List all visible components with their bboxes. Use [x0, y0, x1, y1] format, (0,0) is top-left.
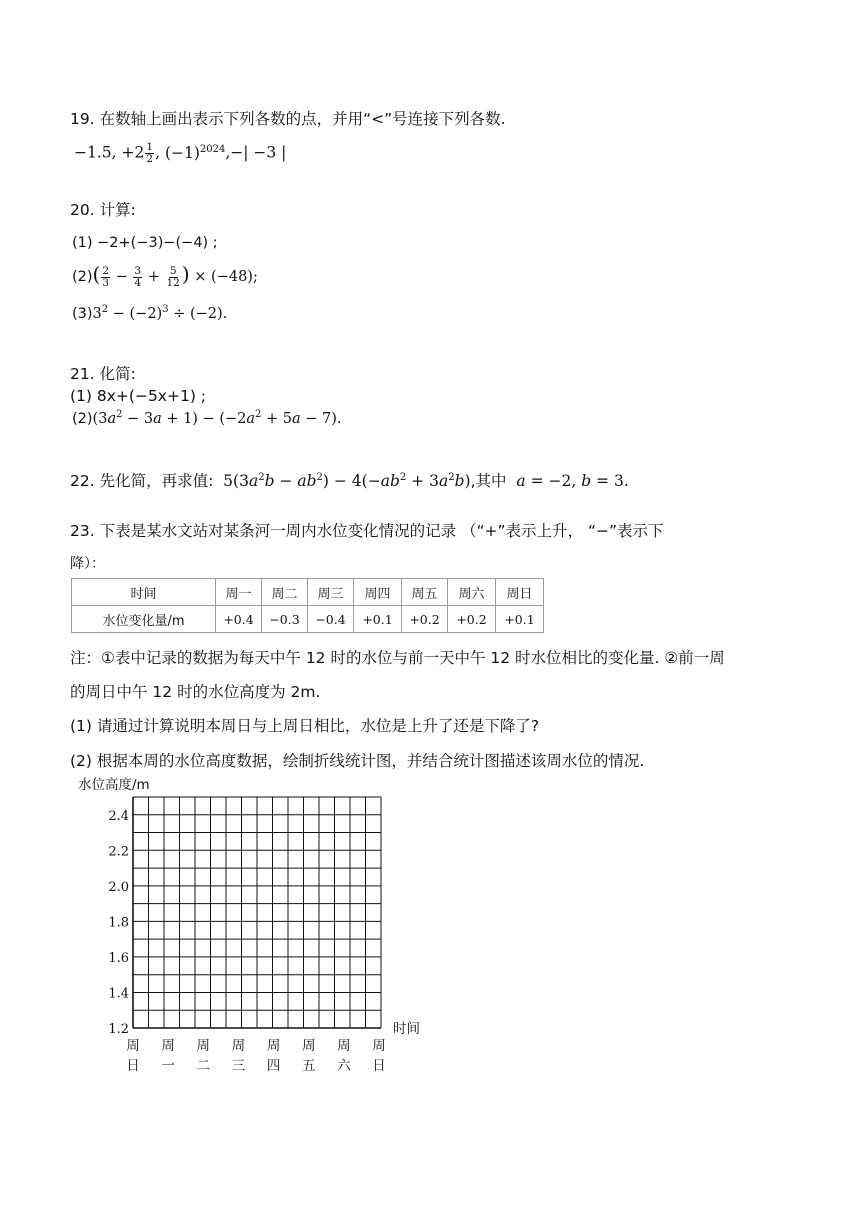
table-header-cell: 周五	[402, 579, 448, 606]
x-tick-label: 一	[161, 1058, 175, 1074]
y-tick-label: 1.4	[108, 986, 129, 1002]
x-tick-label: 周	[266, 1038, 281, 1054]
q20-part-1: (1) −2+(−3)−(−4) ;	[72, 235, 218, 251]
table-cell: +0.2	[448, 606, 496, 633]
x-tick-label: 二	[196, 1058, 211, 1074]
x-axis-label: 时间	[393, 1021, 420, 1037]
x-tick-label: 周	[161, 1038, 175, 1054]
y-axis-label: 水位高度/m	[78, 777, 150, 793]
x-tick-label: 周	[126, 1038, 140, 1054]
table-cell: −0.3	[262, 606, 308, 633]
q19-numbers: −1.5, +2 $\frac{1}{2}$ , $(-1)^{2024},-| -3$ |	[74, 141, 287, 165]
q21-part-2: $(2)(3a^2 - 3a + 1) - (-2a^2 + 5a - 7)$.	[72, 409, 342, 427]
table-header-cell: 周三	[308, 579, 354, 606]
table-cell: +0.1	[354, 606, 402, 633]
q20-part-3: $(3)3^2 - (-2)^3 \div (-2)$.	[72, 304, 228, 322]
y-tick-label: 1.6	[108, 950, 129, 966]
q23-note-line1: 注：①表中记录的数据为每天中午 12 时的水位与前一天中午 12 时水位相比的变化量. ②前一周	[70, 649, 725, 667]
q19-number-2-fraction: $\frac{1}{2}$	[146, 141, 154, 165]
table-header-cell: 周二	[262, 579, 308, 606]
q21-title: 21. 化简:	[70, 365, 136, 383]
table-header-cell: 周日	[496, 579, 544, 606]
table-header-cell: 周四	[354, 579, 402, 606]
x-tick-label: 日	[126, 1058, 140, 1074]
q23-title-line1: 23. 下表是某水文站对某条河一周内水位变化情况的记录 （“+”表示上升， “−”表示下	[70, 522, 664, 540]
table-header-cell: 周一	[216, 579, 262, 606]
y-tick-label: 2.0	[108, 879, 129, 895]
y-tick-label: 2.2	[108, 844, 129, 860]
table-cell: +0.1	[496, 606, 544, 633]
x-tick-label: 日	[372, 1058, 386, 1074]
q19-number-4: ,−| −3 |	[225, 143, 287, 162]
q20-part-2: (2)( $\frac{2}{3}$ − $\frac{3}{4}$ + $\frac{5}{12}$ ) × (−48);	[72, 262, 258, 289]
table-header-cell: 时间	[72, 579, 216, 606]
y-tick-label: 2.4	[108, 808, 129, 824]
q20-title: 20. 计算:	[70, 201, 136, 219]
q23-part-2: (2) 根据本周的水位高度数据，绘制折线统计图，并结合统计图描述该周水位的情况.	[70, 752, 645, 770]
q19-title: 19. 在数轴上画出表示下列各数的点，并用“<”号连接下列各数.	[70, 110, 506, 128]
table-row-label: 水位变化量/m	[72, 606, 216, 633]
q19-number-1: −1.5,	[74, 143, 117, 162]
q23-title-line2: 降）：	[70, 556, 105, 572]
q21-part-1: (1) 8x+(−5x+1) ;	[70, 387, 207, 405]
table-cell: +0.2	[402, 606, 448, 633]
x-tick-label: 周	[301, 1038, 316, 1054]
x-tick-label: 周	[196, 1038, 211, 1054]
x-tick-label: 周	[337, 1038, 351, 1054]
table-cell: +0.4	[216, 606, 262, 633]
x-tick-label: 周	[231, 1038, 246, 1054]
q23-part-1: (1) 请通过计算说明本周日与上周日相比，水位是上升了还是下降了?	[70, 717, 540, 735]
q23-note-line2: 的周日中午 12 时的水位高度为 2m.	[70, 683, 321, 701]
x-tick-label: 周	[372, 1038, 386, 1054]
chart-labels	[78, 776, 420, 1074]
table-header-cell: 周六	[448, 579, 496, 606]
q19-number-3: $(-1)^{2024}$	[164, 143, 226, 162]
chart-grid	[133, 797, 381, 1028]
q22-expression: $5(3a^2b - ab^2) - 4(-ab^2 + 3a^2b)$	[218, 472, 471, 490]
q22-question: 22. 先化简，再求值: $5(3a^2b - ab^2) - 4(-ab^2 + 3a^2b)$,其中 a = −2, b = 3.	[70, 472, 629, 490]
x-tick-label: 六	[337, 1058, 351, 1074]
x-tick-label: 四	[266, 1058, 281, 1074]
y-tick-label: 1.2	[108, 1022, 129, 1037]
y-tick-label: 1.8	[108, 915, 129, 931]
x-tick-label: 五	[301, 1058, 316, 1074]
x-tick-label: 三	[231, 1058, 246, 1074]
q19-number-2-int: +2	[121, 143, 145, 162]
q22-condition: a = −2, b = 3.	[516, 472, 629, 490]
table-cell: −0.4	[308, 606, 354, 633]
